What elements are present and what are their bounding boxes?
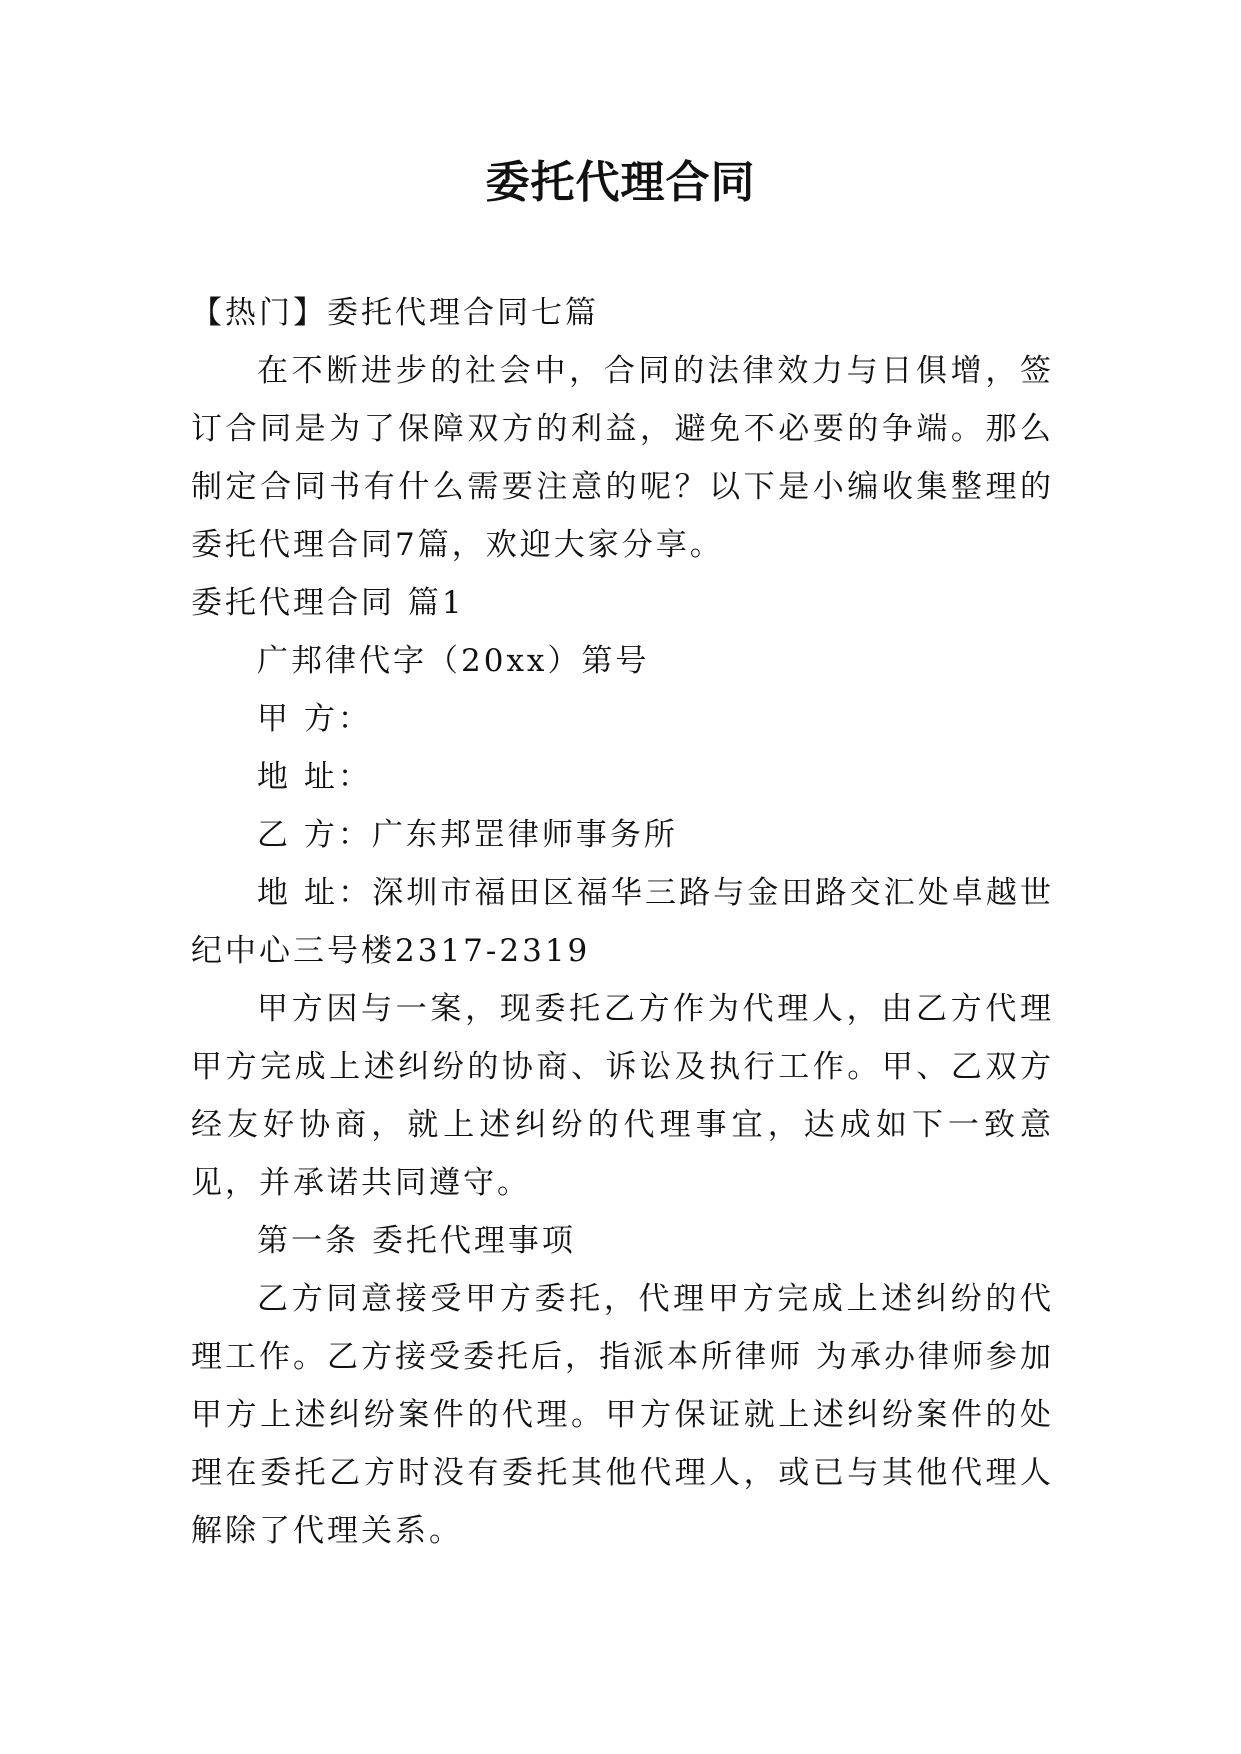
document-body bbox=[191, 284, 1054, 1560]
document-title: 委托代理合同 bbox=[485, 157, 756, 208]
paragraph-subtitle: 【热门】委托代理合同七篇 bbox=[191, 295, 599, 331]
paragraph-intro: 在不断进步的社会中，合同的法律效力与日俱增，签订合同是为了保障双方的利益，避免不必要的争端。那么制定合同书有什么需要注意的呢？以下是小编收集整理的委托代理合同7篇，欢迎大家分享。 bbox=[191, 353, 1054, 563]
paragraph-party-b: 乙 方：广东邦罡律师事务所 bbox=[257, 817, 678, 853]
paragraph-reference-number: 广邦律代字（20xx）第号 bbox=[257, 643, 650, 679]
paragraph-article-one-heading: 第一条 委托代理事项 bbox=[257, 1223, 576, 1259]
paragraph-party-a: 甲 方： bbox=[257, 701, 372, 737]
paragraph-agreement: 甲方因与一案，现委托乙方作为代理人，由乙方代理甲方完成上述纠纷的协商、诉讼及执行工作。甲、乙双方经友好协商，就上述纠纷的代理事宜，达成如下一致意见，并承诺共同遵守。 bbox=[191, 991, 1054, 1201]
paragraph-party-b-address: 地 址：深圳市福田区福华三路与金田路交汇处卓越世纪中心三号楼2317-2319 bbox=[191, 875, 1054, 969]
paragraph-party-a-address: 地 址： bbox=[257, 759, 372, 795]
paragraph-section-heading: 委托代理合同 篇1 bbox=[191, 585, 465, 621]
paragraph-article-one-body: 乙方同意接受甲方委托，代理甲方完成上述纠纷的代理工作。乙方接受委托后，指派本所律师 为承办律师参加甲方上述纠纷案件的代理。甲方保证就上述纠纷案件的处理在委托乙方时没有委托其他代理人，或已与其他代理人解除了代理关系。 bbox=[191, 1281, 1054, 1549]
